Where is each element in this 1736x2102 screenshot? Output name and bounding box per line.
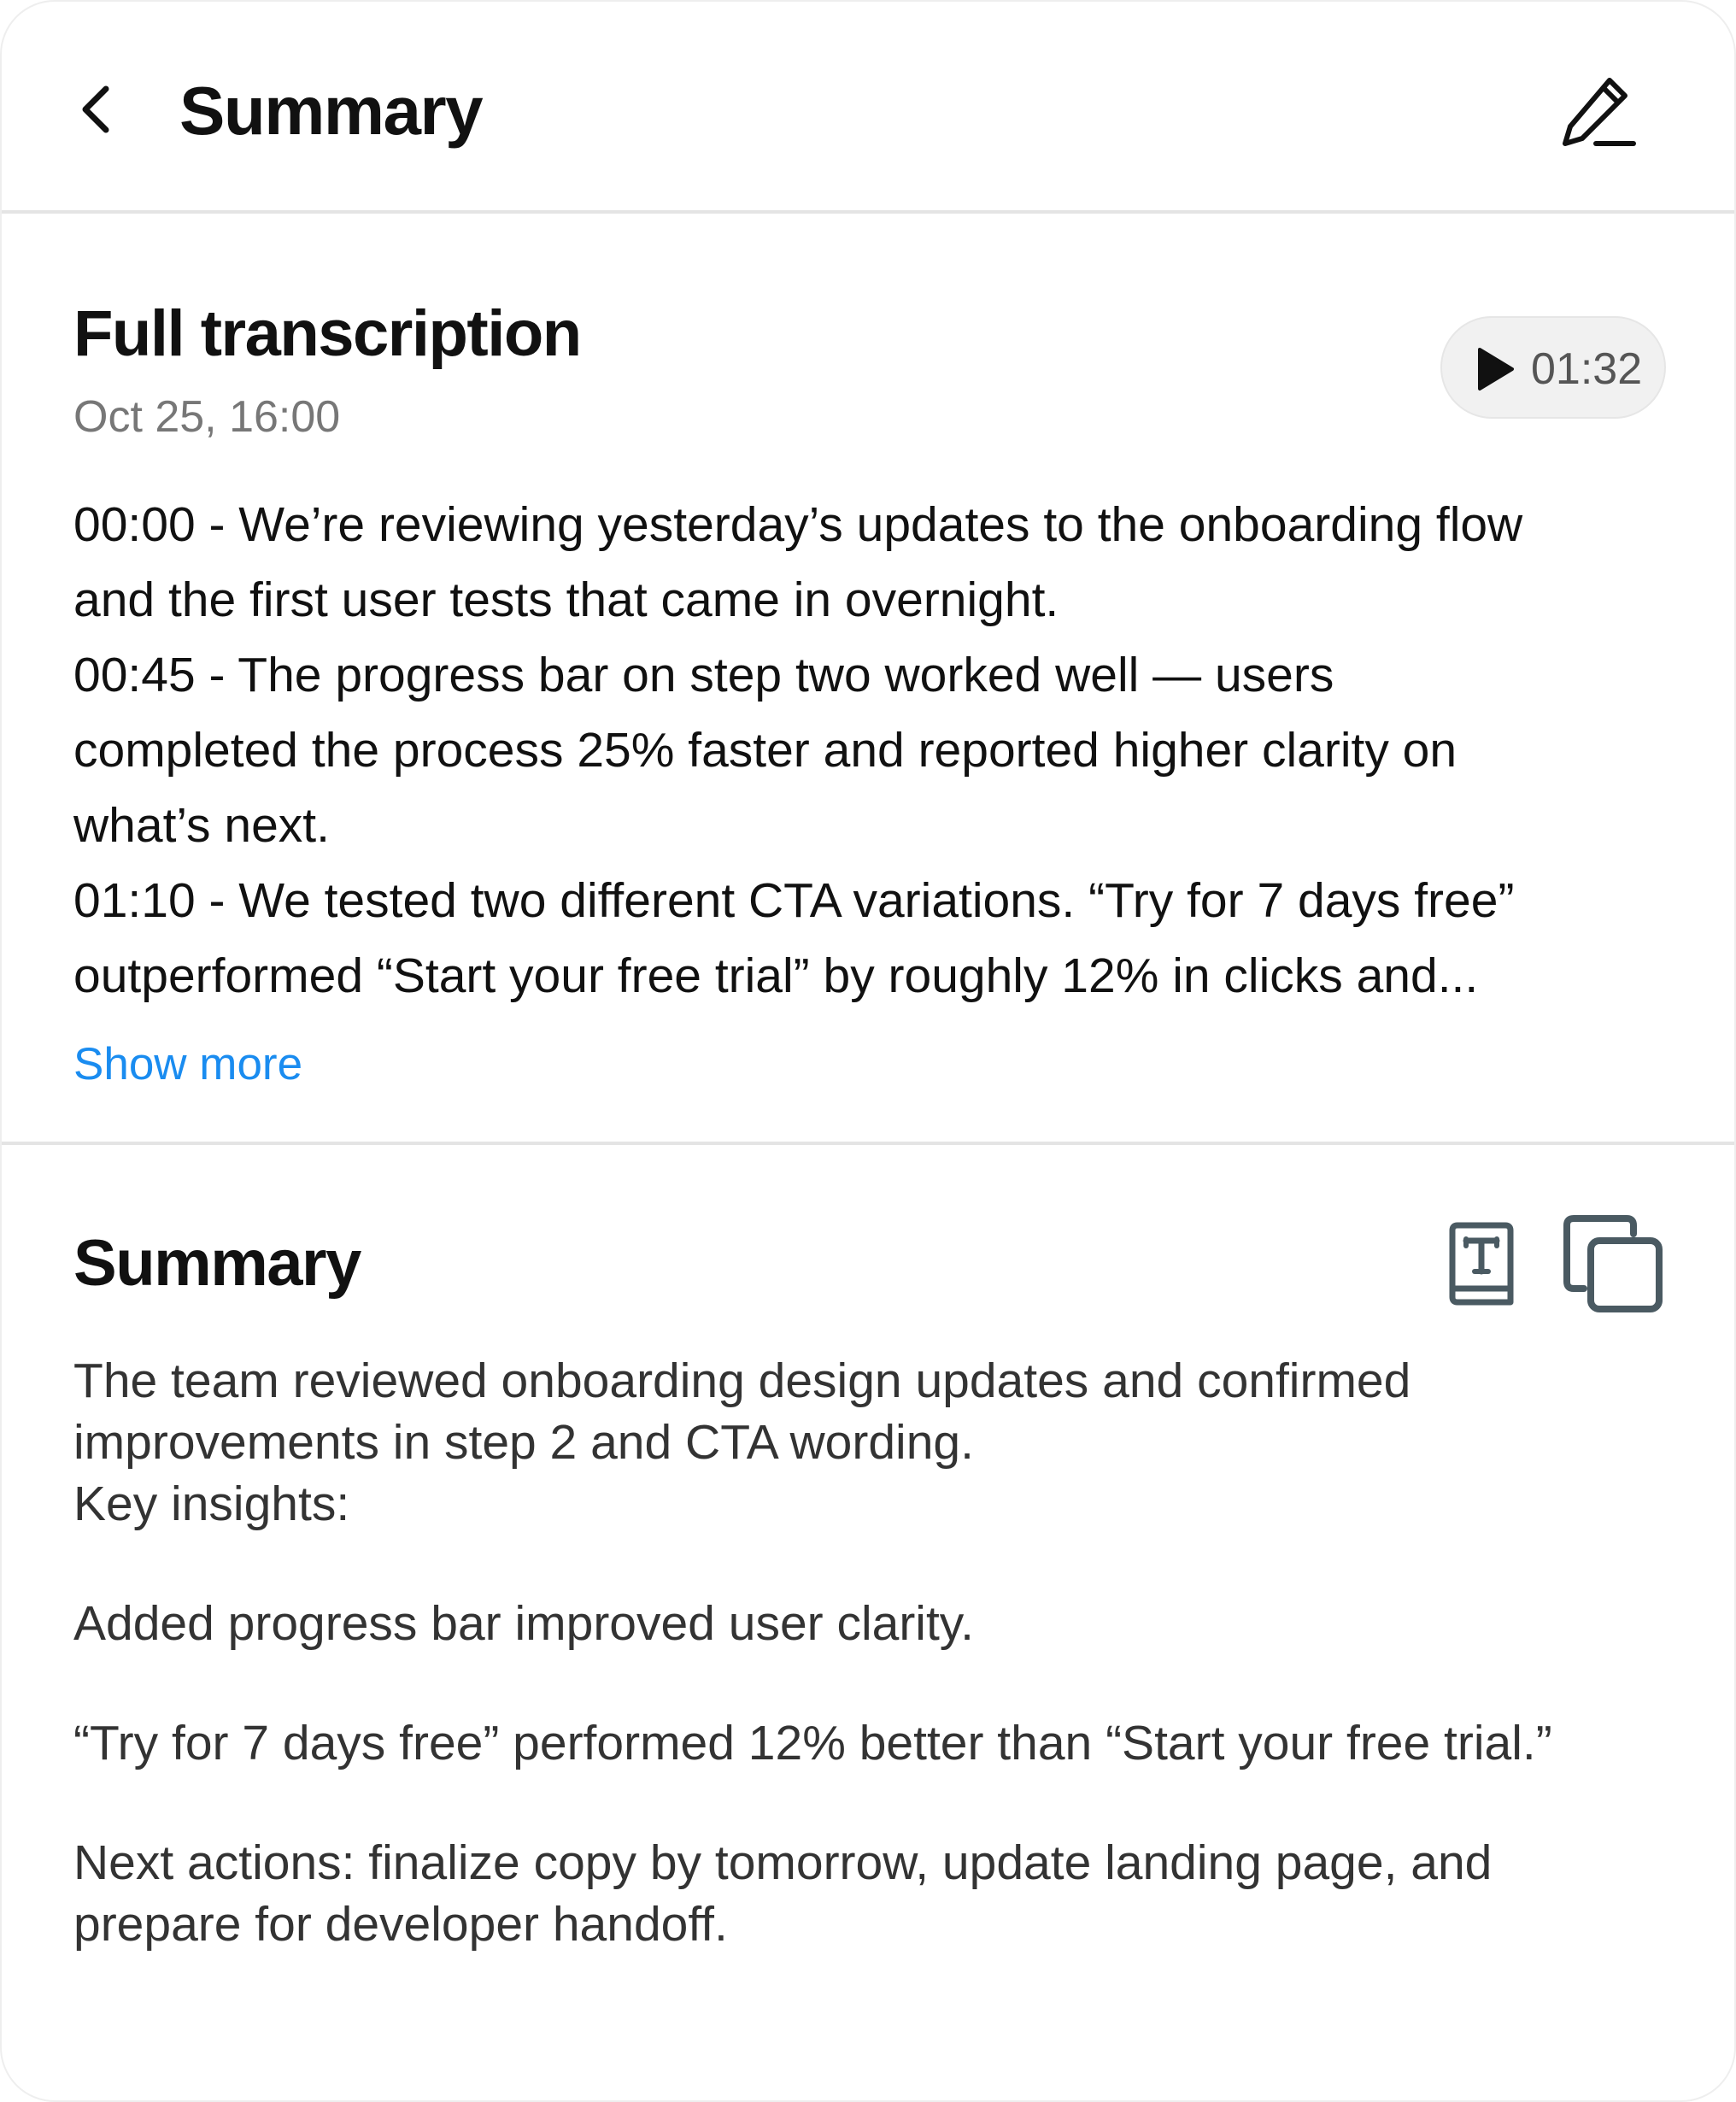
transcription-line: what’s next. xyxy=(73,798,330,853)
back-button[interactable] xyxy=(68,75,130,144)
text-format-button[interactable] xyxy=(1444,1220,1517,1307)
play-icon xyxy=(1476,347,1516,391)
copy-icon xyxy=(1562,1212,1666,1316)
transcription-line: 00:00 - We’re reviewing yesterday’s updates to the onboarding flow xyxy=(73,497,1523,552)
copy-button[interactable] xyxy=(1562,1212,1666,1316)
key-insights-label: Key insights: xyxy=(73,1477,350,1531)
summary-intro-line: The team reviewed onboarding design updates and confirmed xyxy=(73,1353,1411,1408)
summary-section xyxy=(2,1145,1736,2102)
transcription-title: Full transcription xyxy=(73,297,581,370)
transcription-line: completed the process 25% faster and reported higher clarity on xyxy=(73,723,1457,778)
transcription-line: and the first user tests that came in overnight. xyxy=(73,572,1059,627)
transcription-section xyxy=(2,214,1736,1145)
chevron-left-icon xyxy=(68,75,130,144)
summary-intro-line: improvements in step 2 and CTA wording. xyxy=(73,1415,974,1470)
top-bar xyxy=(2,2,1736,214)
transcription-text xyxy=(73,487,1680,1013)
next-actions-line: Next actions: finalize copy by tomorrow, update landing page, and xyxy=(73,1835,1493,1890)
transcription-line: outperformed “Start your free trial” by roughly 12% in clicks and... xyxy=(73,948,1479,1003)
summary-title: Summary xyxy=(73,1227,361,1300)
next-actions-line: prepare for developer handoff. xyxy=(73,1897,728,1952)
insight-item: “Try for 7 days free” performed 12% better than “Start your free trial.” xyxy=(73,1716,1552,1770)
transcription-line: 01:10 - We tested two different CTA variations. “Try for 7 days free” xyxy=(73,873,1515,928)
transcription-date: Oct 25, 16:00 xyxy=(73,392,341,442)
insight-item: Added progress bar improved user clarity. xyxy=(73,1596,974,1651)
audio-duration: 01:32 xyxy=(1531,344,1643,394)
transcription-line: 00:45 - The progress bar on step two worked well — users xyxy=(73,648,1334,702)
text-format-icon xyxy=(1444,1220,1517,1307)
summary-text xyxy=(73,1350,1680,1955)
edit-button[interactable] xyxy=(1557,68,1642,154)
play-audio-button[interactable] xyxy=(1440,316,1666,419)
pencil-icon xyxy=(1557,68,1642,154)
page-title: Summary xyxy=(179,73,483,149)
show-more-link[interactable]: Show more xyxy=(73,1039,303,1089)
